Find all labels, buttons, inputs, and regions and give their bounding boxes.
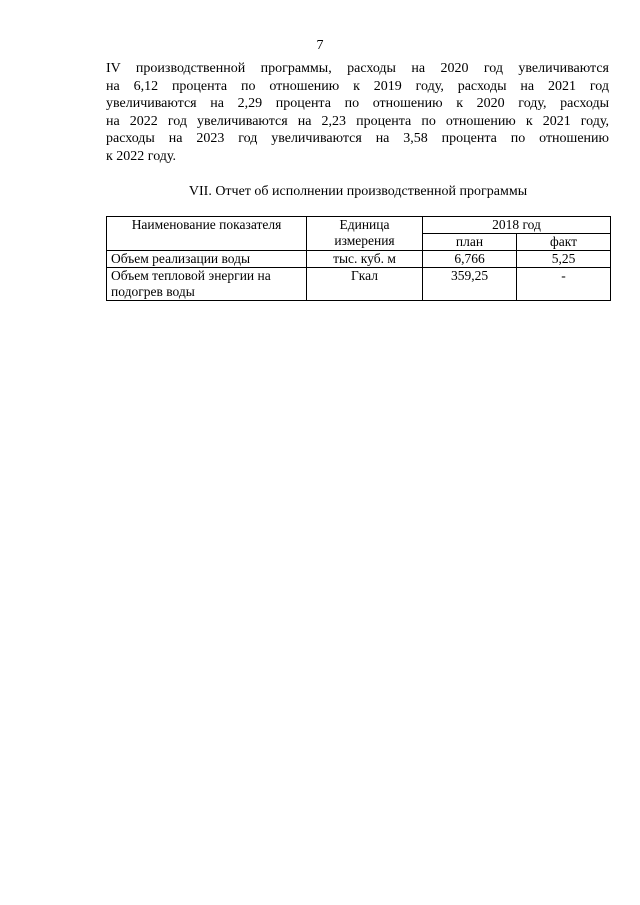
page-number: 7 — [316, 38, 324, 53]
section-title: VII. Отчет об исполнении производственной программы — [188, 184, 528, 199]
row-plan-cell — [423, 268, 517, 301]
row-name: Объем реализации воды — [111, 251, 251, 266]
paragraph-line: IV производственной программы, расходы на 2020 год увеличиваются — [106, 61, 609, 76]
row-fact: - — [561, 268, 566, 283]
paragraph-line: к 2022 году. — [106, 148, 177, 164]
paragraph-line: на 2022 год увеличиваются на 2,23 процента по отношению к 2021 году, — [106, 113, 609, 129]
indicator-header — [107, 217, 307, 251]
row-unit-cell — [307, 268, 423, 301]
row-name-cell — [107, 268, 307, 301]
unit-header — [307, 217, 423, 251]
row-name-cell — [107, 251, 307, 268]
row-unit-cell — [307, 251, 423, 268]
paragraph-line: расходы на 2023 год увеличиваются на 3,58 процента по отношению — [106, 131, 609, 147]
unit-header-line1: Единица — [339, 217, 390, 232]
paragraph-line: увеличиваются на 2,29 процента по отношению к 2020 году, расходы — [106, 96, 609, 112]
table-row — [107, 268, 611, 301]
row-plan-cell — [423, 251, 517, 268]
row-fact: 5,25 — [551, 251, 576, 266]
paragraph-line: на 6,12 процента по отношению к 2019 году, расходы на 2021 год — [106, 78, 609, 94]
row-plan: 6,766 — [454, 251, 485, 266]
row-fact-cell — [517, 251, 611, 268]
fact-header — [517, 234, 611, 251]
row-name-line1: Объем тепловой энергии на — [111, 268, 271, 283]
unit-header-line2: измерения — [334, 233, 395, 248]
table-header-row — [107, 217, 611, 234]
indicator-header-label: Наименование показателя — [131, 217, 282, 232]
body-paragraph — [106, 60, 609, 166]
year-header — [423, 217, 611, 234]
report-table — [106, 216, 611, 301]
row-fact-cell — [517, 268, 611, 301]
table-row — [107, 251, 611, 268]
row-unit: Гкал — [350, 268, 378, 283]
row-name-line2: подогрев воды — [111, 284, 195, 299]
row-plan: 359,25 — [450, 268, 489, 283]
year-header-label: 2018 год — [492, 217, 541, 232]
plan-header-label: план — [455, 234, 484, 249]
fact-header-label: факт — [549, 234, 578, 249]
plan-header — [423, 234, 517, 251]
row-unit: тыс. куб. м — [333, 251, 396, 266]
